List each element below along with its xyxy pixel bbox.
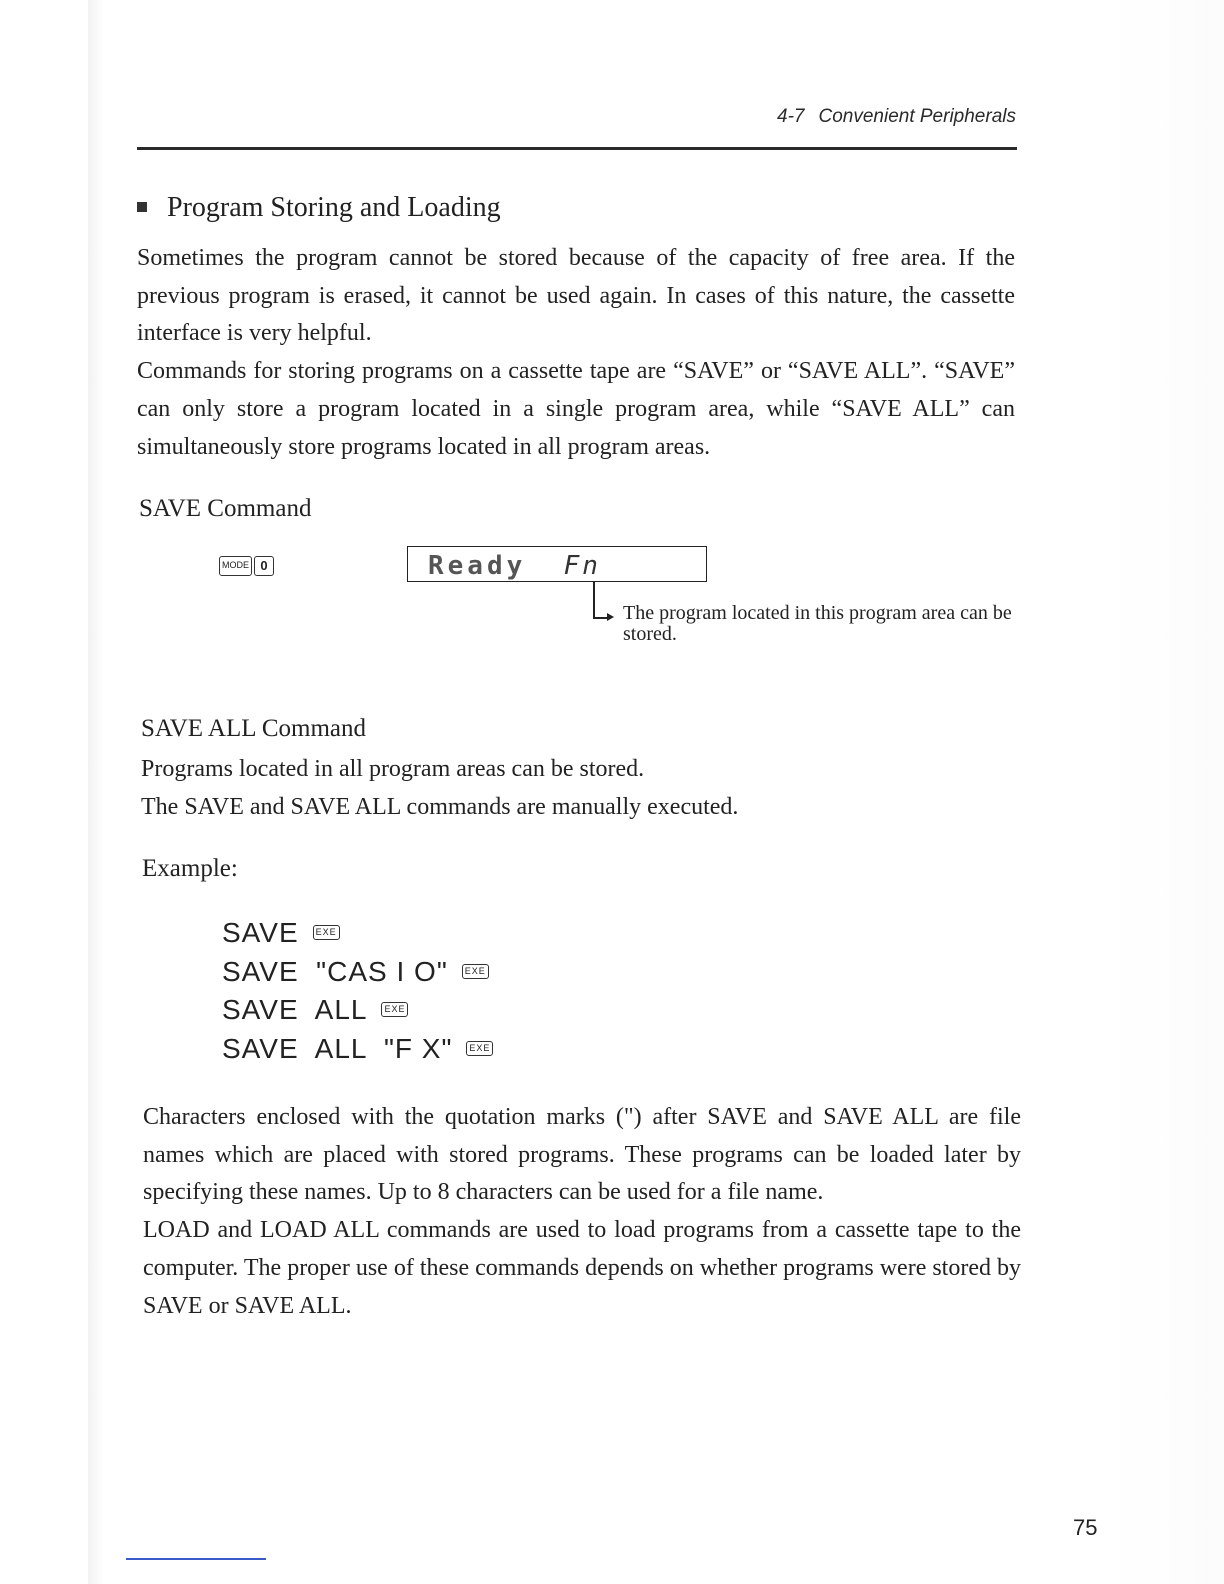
example-line-2 xyxy=(222,953,493,992)
closing-paragraph-1: Characters enclosed with the quotation marks (") after SAVE and SAVE ALL are file names which are placed with stored programs. These programs can be loaded later by specifying these names. Up to 8 characters can be used for a file name. xyxy=(143,1104,1021,1206)
lcd-fn-text: Fn xyxy=(563,551,601,581)
closing-text xyxy=(143,1099,1021,1325)
header-section-number: 4-7 xyxy=(777,106,805,127)
intro-paragraph-1: Sometimes the program cannot be stored because of the capacity of free area. If the previous program is erased, it cannot be used again. In cases of this nature, the cassette interface is very helpful. xyxy=(137,245,1015,347)
example-line-3-text: SAVE ALL xyxy=(222,994,368,1025)
example-line-4 xyxy=(222,1030,493,1069)
example-line-3 xyxy=(222,991,493,1030)
example-code-block xyxy=(222,914,493,1068)
square-bullet-icon xyxy=(137,202,147,212)
lcd-display xyxy=(407,546,707,582)
page-edge-shadow xyxy=(1100,0,1224,1584)
header-rule xyxy=(137,147,1017,150)
lcd-ready-text: Ready xyxy=(428,551,527,581)
section-title-text: Program Storing and Loading xyxy=(167,192,501,223)
example-line-1-text: SAVE xyxy=(222,917,299,948)
header-section-title: Convenient Peripherals xyxy=(818,106,1016,127)
page-number: 75 xyxy=(1073,1515,1098,1540)
page-binding-shadow xyxy=(88,0,104,1584)
lcd-display-text xyxy=(428,551,601,581)
save-all-text xyxy=(141,751,1021,826)
section-title xyxy=(137,192,501,224)
save-all-line-1: Programs located in all program areas can be stored. xyxy=(141,756,645,782)
save-command-heading: SAVE Command xyxy=(139,495,312,522)
callout-line xyxy=(593,582,595,618)
zero-key: 0 xyxy=(254,556,274,576)
example-line-4-text: SAVE ALL "F X" xyxy=(222,1032,453,1064)
exe-key: EXE xyxy=(462,964,489,979)
mode-key: MODE xyxy=(219,556,252,576)
callout-text: The program located in this program area can be stored. xyxy=(623,602,1012,645)
example-line-2-text: SAVE "CAS I O" xyxy=(222,955,448,987)
exe-key: EXE xyxy=(381,1002,408,1017)
closing-paragraph-2: LOAD and LOAD ALL commands are used to load programs from a cassette tape to the computer. The proper use of these commands depends on whether programs were stored by SAVE or SAVE ALL. xyxy=(143,1217,1021,1319)
intro-text xyxy=(137,240,1015,466)
exe-key: EXE xyxy=(466,1041,493,1056)
footer-rule xyxy=(126,1558,266,1560)
exe-key: EXE xyxy=(313,925,340,940)
callout-arrow-icon xyxy=(607,613,614,621)
save-all-command-heading: SAVE ALL Command xyxy=(141,715,367,742)
mode-key-sequence xyxy=(219,556,274,576)
save-all-line-2: The SAVE and SAVE ALL commands are manually executed. xyxy=(141,793,739,820)
example-line-1 xyxy=(222,914,493,953)
intro-paragraph-2: Commands for storing programs on a cassette tape are “SAVE” or “SAVE ALL”. “SAVE” can only store a program located in a single program area, while “SAVE ALL” can simultaneously store programs located in all program areas. xyxy=(137,358,1015,460)
example-heading: Example: xyxy=(142,855,238,882)
running-header xyxy=(600,106,1016,128)
